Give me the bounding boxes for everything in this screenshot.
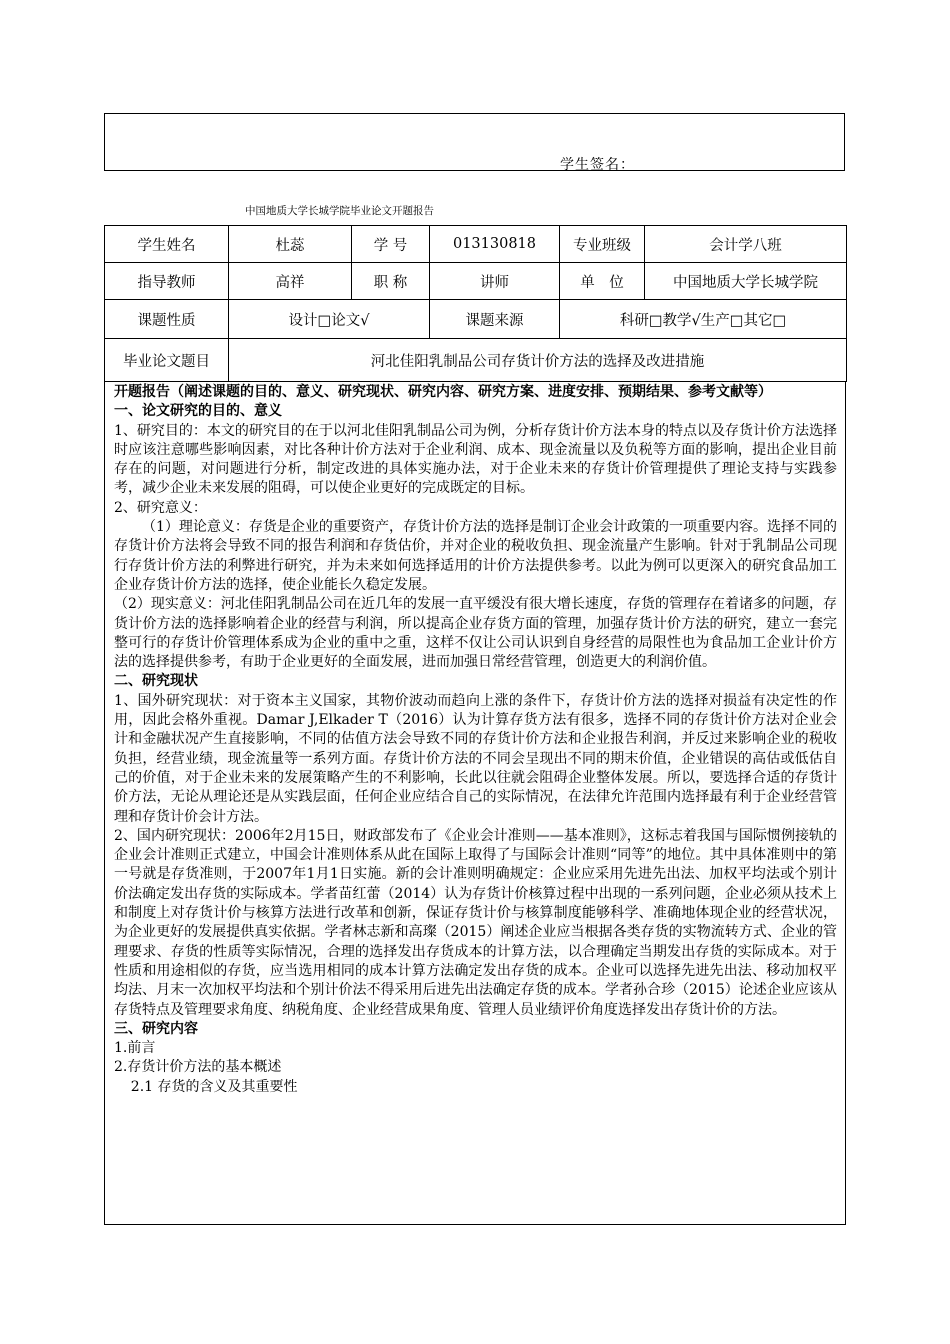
major-class-value: 会计学八班	[645, 226, 847, 263]
section2-title: 二、研究现状	[114, 673, 198, 690]
topic-source-value: 科研□教学√生产□其它□	[560, 300, 847, 339]
major-class-label: 专业班级	[560, 226, 645, 263]
advisor-title-label: 职 称	[352, 263, 430, 300]
section1-title: 一、论文研究的目的、意义	[114, 403, 282, 420]
topic-nature-value: 设计□论文√	[229, 300, 430, 339]
table-row-topic	[105, 300, 847, 339]
student-id-label: 学 号	[352, 226, 430, 263]
student-info-table	[104, 225, 847, 382]
unit-label: 单 位	[560, 263, 645, 300]
content-item: 1.前言	[114, 1040, 156, 1057]
student-signature-box	[104, 113, 845, 171]
thesis-title-value: 河北佳阳乳制品公司存货计价方法的选择及改进措施	[229, 339, 847, 382]
student-name-value: 杜蕊	[229, 226, 352, 263]
advisor-title-value: 讲师	[430, 263, 560, 300]
unit-value: 中国地质大学长城学院	[645, 263, 847, 300]
content-item: 2.1 存货的含义及其重要性	[130, 1078, 298, 1095]
student-id-value: 013130818	[430, 226, 560, 263]
foreign-research-status: 1、国外研究现状：对于资本主义国家，其物价波动而趋向上涨的条件下，存货计价方法的选择对损益有决定性的作用，因此会格外重视。Damar J,Elkader T（2016）认为计算存货方法有很多，选择不同的存货计价方法对企业会计和金融状况产生直接影响，不同的估值方法会导致不同的存货计价方法和企业报告利润，并反过来影响企业的税收负担，经营业绩，现金流量等一系列方面。存货计价方法的不同会呈现出不同的期末价值，企业错误的高估或低估自己的价值，对于企业未来的发展策略产生的不利影响，长此以往就会阻碍企业整体发展。所以，要选择合适的存货计价方法，无论从理论还是从实践层面，任何企业应结合自己的实际情况，在法律允许范围内选择最有利于企业经营管理和存货计价会计方法。	[114, 692, 837, 825]
advisor-value: 高祥	[229, 263, 352, 300]
table-row-thesis-title	[105, 339, 847, 382]
student-name-label: 学生姓名	[105, 226, 229, 263]
significance-title: 2、研究意义：	[114, 499, 207, 516]
form-caption: 中国地质大学长城学院毕业论文开题报告	[245, 205, 434, 217]
report-heading: 开题报告（阐述课题的目的、意义、研究现状、研究内容、研究方案、进度安排、预期结果、参考文献等）	[114, 384, 772, 400]
thesis-title-label: 毕业论文题目	[105, 339, 229, 382]
advisor-label: 指导教师	[105, 263, 229, 300]
section3-title: 三、研究内容	[114, 1020, 198, 1037]
research-purpose: 1、研究目的：本文的研究目的在于以河北佳阳乳制品公司为例，分析存货计价方法本身的特点以及存货计价方法选择时应该注意哪些影响因素，对比各种计价方法对于企业利润、成本、现金流量以及负税等方面的影响，提出企业目前存在的问题，对问题进行分析，制定改进的具体实施办法，对于企业未来的存货计价管理提供了理论支持与实践参考，减少企业未来发展的阻碍，可以使企业更好的完成既定的目标。	[114, 422, 837, 497]
content-item: 2.存货计价方法的基本概述	[114, 1059, 282, 1076]
practical-significance: （2）现实意义：河北佳阳乳制品公司在近几年的发展一直平缓没有很大增长速度，存货的管理存在着诸多的问题，存货计价方法的选择影响着企业的经营与利润，所以提高企业存货方面的管理，加强存货计价方法的研究，建立一套完整可行的存货计价管理体系成为企业的重中之重，这样不仅让公司认识到自身经营的局限性也为食品加工企业计价方法的选择提供参考，有助于企业更好的全面发展，进而加强日常经营管理，创造更大的利润价值。	[114, 596, 837, 671]
table-row-student	[105, 226, 847, 263]
table-row-advisor	[105, 263, 847, 300]
report-body	[104, 381, 846, 1225]
domestic-research-status: 2、国内研究现状：2006年2月15日，财政部发布了《企业会计准则——基本准则》，这标志着我国与国际惯例接轨的企业会计准则正式建立，中国会计准则体系从此在国际上取得了与国际会计准则“同等”的地位。其中具体准则中的第一号就是存货准则，于2007年1月1日实施。新的会计准则明确规定：企业应采用先进先出法、加权平均法或个别计价法确定发出存货的实际成本。学者苗红蕾（2014）认为存货计价核算过程中出现的一系列问题，企业必须从技术上和制度上对存货计价与核算方法进行改革和创新，保证存货计价与核算制度能够科学、准确地体现企业的经营状况，为企业更好的发展提供真实依据。学者林志新和高璨（2015）阐述企业应当根据各类存货的实物流转方式、企业的管理要求、存货的性质等实际情况，合理的选择发出存货成本的计算方法，以合理确定当期发出存货的实际成本。对于性质和用途相似的存货，应当选用相同的成本计算方法确定发出存货的成本。企业可以选择先进先出法、移动加权平均法、月末一次加权平均法和个别计价法不得采用后进先出法确定存货的成本。学者孙合珍（2015）论述企业应该从存货特点及管理要求角度、纳税角度、企业经营成果角度、管理人员业绩评价角度选择发出存货计价的方法。	[114, 827, 837, 1018]
topic-source-label: 课题来源	[430, 300, 560, 339]
topic-nature-label: 课题性质	[105, 300, 229, 339]
theoretical-significance: （1）理论意义：存货是企业的重要资产，存货计价方法的选择是制订企业会计政策的一项重要内容。选择不同的存货计价方法将会导致不同的报告利润和存货估价，并对企业的税收负担、现金流量产生影响。针对于乳制品公司现行存货计价方法的利弊进行研究，并为未来如何选择适用的计价方法提供参考。以此为例可以更深入的研究食品加工企业存货计价方法的选择，使企业能长久稳定发展。	[114, 519, 837, 593]
student-signature-label: 学生签名：	[560, 157, 635, 173]
